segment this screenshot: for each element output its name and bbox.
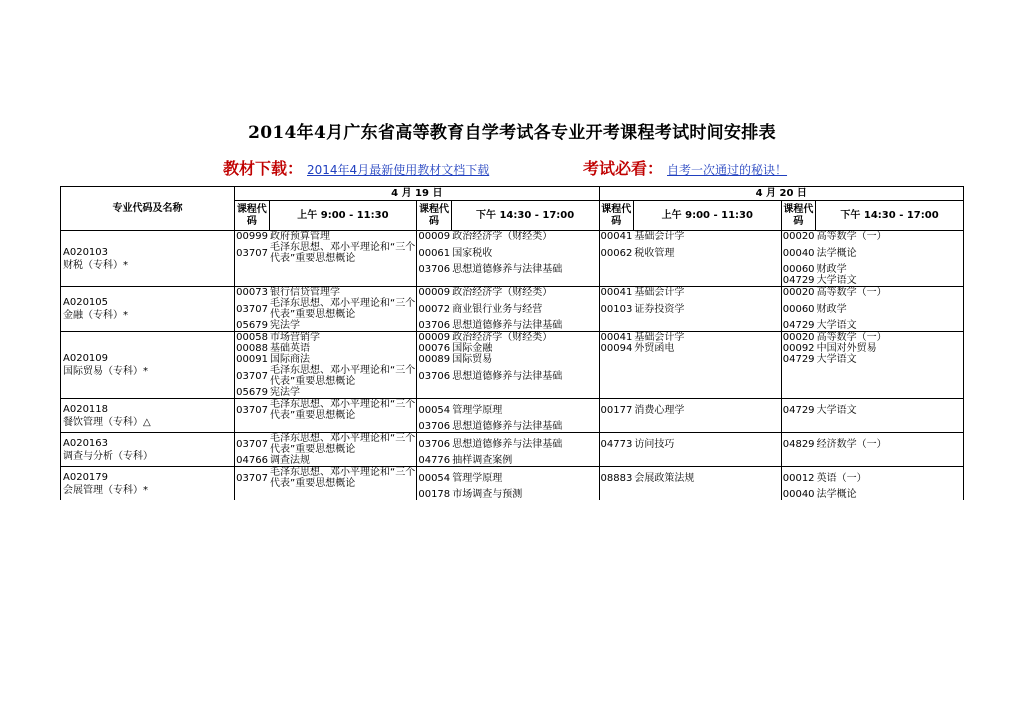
course-code: 00061 [417, 242, 451, 264]
course-name [451, 275, 599, 287]
course-name [816, 365, 964, 387]
exam-tips-label: 考试必看： [583, 159, 664, 178]
table-row [61, 433, 964, 456]
course-name: 高等数学（一） [816, 231, 964, 243]
course-name: 毛泽东思想、邓小平理论和“三个代表”重要思想概论 [270, 433, 416, 455]
course-name: 毛泽东思想、邓小平理论和“三个代表”重要思想概论 [270, 365, 416, 387]
course-code: 00020 [782, 231, 815, 242]
course-name [633, 489, 781, 500]
course-code [781, 455, 815, 467]
major-group [61, 231, 964, 287]
course-code: 04729 [782, 275, 815, 286]
header-code: 课程代码 [599, 201, 633, 231]
major-group [61, 433, 964, 467]
major-code: A020103 [63, 246, 109, 258]
course-name [269, 421, 417, 433]
textbook-download-link[interactable]: 2014年4月最新使用教材文档下载 [307, 163, 490, 177]
course-code: 03707 [235, 399, 269, 422]
header-day2: 4 月 20 日 [599, 187, 964, 201]
header-am: 上午 9:00 - 11:30 [633, 201, 781, 231]
table-row [61, 399, 964, 422]
major-name: 餐饮管理（专科）△ [63, 416, 151, 428]
course-name: 财政学 [816, 298, 964, 320]
course-code [599, 421, 633, 433]
course-code [417, 387, 451, 399]
course-name: 高等数学（一） [816, 332, 964, 344]
course-name: 政治经济学（财经类） [451, 332, 599, 344]
course-code: 03706 [418, 264, 451, 275]
course-name: 中国对外贸易 [816, 343, 964, 354]
course-name: 思想道德修养与法律基础 [452, 264, 563, 275]
course-name: 宪法学 [270, 320, 301, 331]
course-name: 政治经济学（财经类） [451, 231, 599, 243]
course-code: 00041 [600, 332, 633, 343]
course-code: 04729 [781, 399, 815, 422]
exam-tips-line [583, 156, 787, 178]
course-name [269, 489, 417, 500]
exam-tips-link[interactable]: 自考一次通过的秘诀！ [667, 163, 788, 177]
course-name: 大学语文 [816, 399, 964, 422]
course-code: 00073 [236, 287, 268, 298]
major-code: A020179 [63, 471, 109, 483]
course-code: 04776 [418, 455, 451, 466]
textbook-download-label: 教材下载： [223, 159, 304, 178]
course-code [235, 275, 269, 287]
course-code: 00062 [599, 242, 633, 264]
major-group [61, 287, 964, 332]
major-group [61, 467, 964, 501]
course-code: 08883 [599, 467, 633, 490]
course-code: 00076 [418, 343, 451, 354]
course-code [599, 455, 633, 467]
course-code: 03706 [418, 421, 451, 432]
major-cell [61, 433, 235, 467]
course-code [599, 354, 633, 365]
header-pm: 下午 14:30 - 17:00 [816, 201, 964, 231]
course-name: 管理学原理 [451, 467, 599, 490]
course-code: 03706 [417, 365, 451, 387]
course-code: 00009 [418, 231, 451, 242]
course-name: 抽样调查案例 [452, 455, 513, 466]
course-code: 00088 [236, 343, 268, 354]
major-cell [61, 332, 235, 399]
course-code [235, 264, 269, 275]
page-title: 2014年4月广东省高等教育自学考试各专业开考课程考试时间安排表 [248, 123, 776, 143]
course-name [816, 455, 964, 467]
course-name: 毛泽东思想、邓小平理论和“三个代表”重要思想概论 [270, 242, 416, 264]
header-code: 课程代码 [235, 201, 269, 231]
course-name: 访问技巧 [633, 433, 781, 456]
course-code: 03707 [235, 467, 269, 490]
course-code: 00054 [417, 399, 451, 422]
course-code: 00040 [781, 242, 815, 264]
major-code: A020163 [63, 437, 109, 449]
course-name: 外贸函电 [634, 343, 675, 354]
course-code: 00054 [417, 467, 451, 490]
course-name: 会展政策法规 [633, 467, 781, 490]
course-name: 大学语文 [816, 354, 964, 365]
course-name: 宪法学 [270, 387, 301, 398]
course-code: 04829 [781, 433, 815, 456]
course-code: 00058 [236, 332, 268, 343]
course-code [235, 489, 269, 500]
major-name: 金融（专科）* [63, 310, 128, 321]
major-name: 国际贸易（专科）* [63, 366, 148, 377]
course-code [417, 275, 451, 287]
major-code: A020105 [63, 297, 109, 308]
course-code: 00020 [782, 287, 815, 298]
course-code: 04729 [782, 320, 815, 331]
exam-schedule-table [60, 186, 964, 500]
course-name: 基础会计学 [633, 332, 781, 344]
textbook-download-line [223, 156, 489, 178]
course-code [781, 365, 815, 387]
course-code: 00089 [418, 354, 451, 365]
course-name: 国家税收 [452, 247, 493, 259]
course-name [633, 365, 781, 387]
course-code: 00012 [781, 467, 815, 490]
table-row [61, 287, 964, 299]
course-name: 基础会计学 [633, 287, 781, 299]
course-name: 法学概论 [816, 489, 964, 500]
course-code: 00020 [782, 332, 815, 343]
course-name: 基础英语 [270, 343, 311, 354]
major-code: A020109 [63, 353, 109, 364]
course-name: 思想道德修养与法律基础 [452, 370, 563, 382]
header-code: 课程代码 [417, 201, 451, 231]
course-name [633, 387, 781, 399]
course-name: 思想道德修养与法律基础 [452, 421, 563, 432]
course-name: 市场调查与预测 [452, 489, 523, 500]
course-code: 00009 [418, 332, 451, 343]
course-name: 政府预算管理 [269, 231, 417, 243]
major-cell [61, 231, 235, 287]
course-name: 基础会计学 [633, 231, 781, 243]
course-name: 税收管理 [634, 247, 675, 259]
course-name [269, 264, 417, 275]
course-name [633, 264, 781, 275]
header-pm: 下午 14:30 - 17:00 [451, 201, 599, 231]
header-major: 专业代码及名称 [61, 187, 235, 231]
header-am: 上午 9:00 - 11:30 [269, 201, 417, 231]
course-code: 04729 [782, 354, 815, 365]
course-code: 03707 [235, 298, 269, 320]
course-code: 00999 [236, 231, 268, 242]
course-code: 00178 [418, 489, 451, 500]
major-group [61, 332, 964, 399]
table-row [61, 332, 964, 344]
course-name: 国际贸易 [452, 354, 493, 365]
course-code [599, 320, 633, 332]
course-name: 银行信贷管理学 [269, 287, 417, 299]
course-name: 调查法规 [270, 455, 311, 466]
course-code: 00094 [600, 343, 633, 354]
major-cell [61, 287, 235, 332]
course-name [269, 275, 417, 287]
major-cell [61, 399, 235, 433]
course-name: 大学语文 [816, 320, 964, 332]
course-name: 思想道德修养与法律基础 [451, 433, 599, 456]
course-code: 04773 [599, 433, 633, 456]
course-code: 00041 [600, 231, 633, 242]
course-code: 05679 [236, 387, 268, 398]
course-code [781, 421, 815, 433]
header-code: 课程代码 [781, 201, 815, 231]
course-name: 毛泽东思想、邓小平理论和“三个代表”重要思想概论 [270, 298, 416, 320]
course-code [599, 489, 633, 500]
course-code [599, 387, 633, 399]
course-code: 05679 [236, 320, 268, 331]
course-name [633, 421, 781, 433]
course-name: 管理学原理 [451, 399, 599, 422]
major-cell [61, 467, 235, 501]
course-name: 消费心理学 [633, 399, 781, 422]
major-name: 调查与分析（专科） [63, 450, 153, 462]
course-code: 00041 [600, 287, 633, 298]
course-name [633, 275, 781, 287]
course-name: 思想道德修养与法律基础 [452, 320, 563, 331]
table-row [61, 467, 964, 490]
course-name [816, 387, 964, 399]
header-day1: 4 月 19 日 [235, 187, 599, 201]
course-name: 高等数学（一） [816, 287, 964, 299]
course-code [599, 365, 633, 387]
course-name: 市场营销学 [269, 332, 417, 344]
course-code [599, 275, 633, 287]
course-code: 00072 [417, 298, 451, 320]
course-name [451, 387, 599, 399]
course-code: 03707 [235, 242, 269, 264]
course-name [633, 354, 781, 365]
major-code: A020118 [63, 403, 109, 415]
course-name: 大学语文 [816, 275, 964, 287]
major-name: 会展管理（专科）* [63, 484, 148, 496]
course-name: 国际金融 [452, 343, 493, 354]
course-name: 毛泽东思想、邓小平理论和“三个代表”重要思想概论 [270, 467, 416, 489]
course-code: 03706 [417, 433, 451, 456]
course-code: 00060 [782, 264, 815, 275]
course-name: 经济数学（一） [816, 433, 964, 456]
course-code [235, 421, 269, 433]
major-name: 财税（专科）* [63, 259, 128, 271]
major-group [61, 399, 964, 433]
course-name [816, 421, 964, 433]
course-code [599, 264, 633, 275]
course-name: 财政学 [816, 264, 964, 275]
course-name: 英语（一） [816, 467, 964, 490]
course-name [633, 320, 781, 332]
course-code: 00009 [418, 287, 451, 298]
course-code: 00103 [599, 298, 633, 320]
course-name: 毛泽东思想、邓小平理论和“三个代表”重要思想概论 [270, 399, 416, 421]
course-code: 00177 [599, 399, 633, 422]
course-name: 政治经济学（财经类） [451, 287, 599, 299]
course-code: 04766 [236, 455, 268, 466]
course-code: 03707 [235, 365, 269, 387]
course-code: 00092 [782, 343, 815, 354]
course-name: 商业银行业务与经营 [452, 303, 543, 315]
course-code [781, 387, 815, 399]
course-code: 03707 [235, 433, 269, 456]
course-name: 证券投资学 [634, 303, 685, 315]
course-name [633, 455, 781, 467]
course-name: 国际商法 [270, 354, 311, 365]
course-name: 法学概论 [816, 242, 964, 264]
course-code: 00060 [781, 298, 815, 320]
course-code: 00091 [236, 354, 268, 365]
course-code: 03706 [418, 320, 451, 331]
table-row [61, 231, 964, 243]
course-code: 00040 [782, 489, 815, 500]
